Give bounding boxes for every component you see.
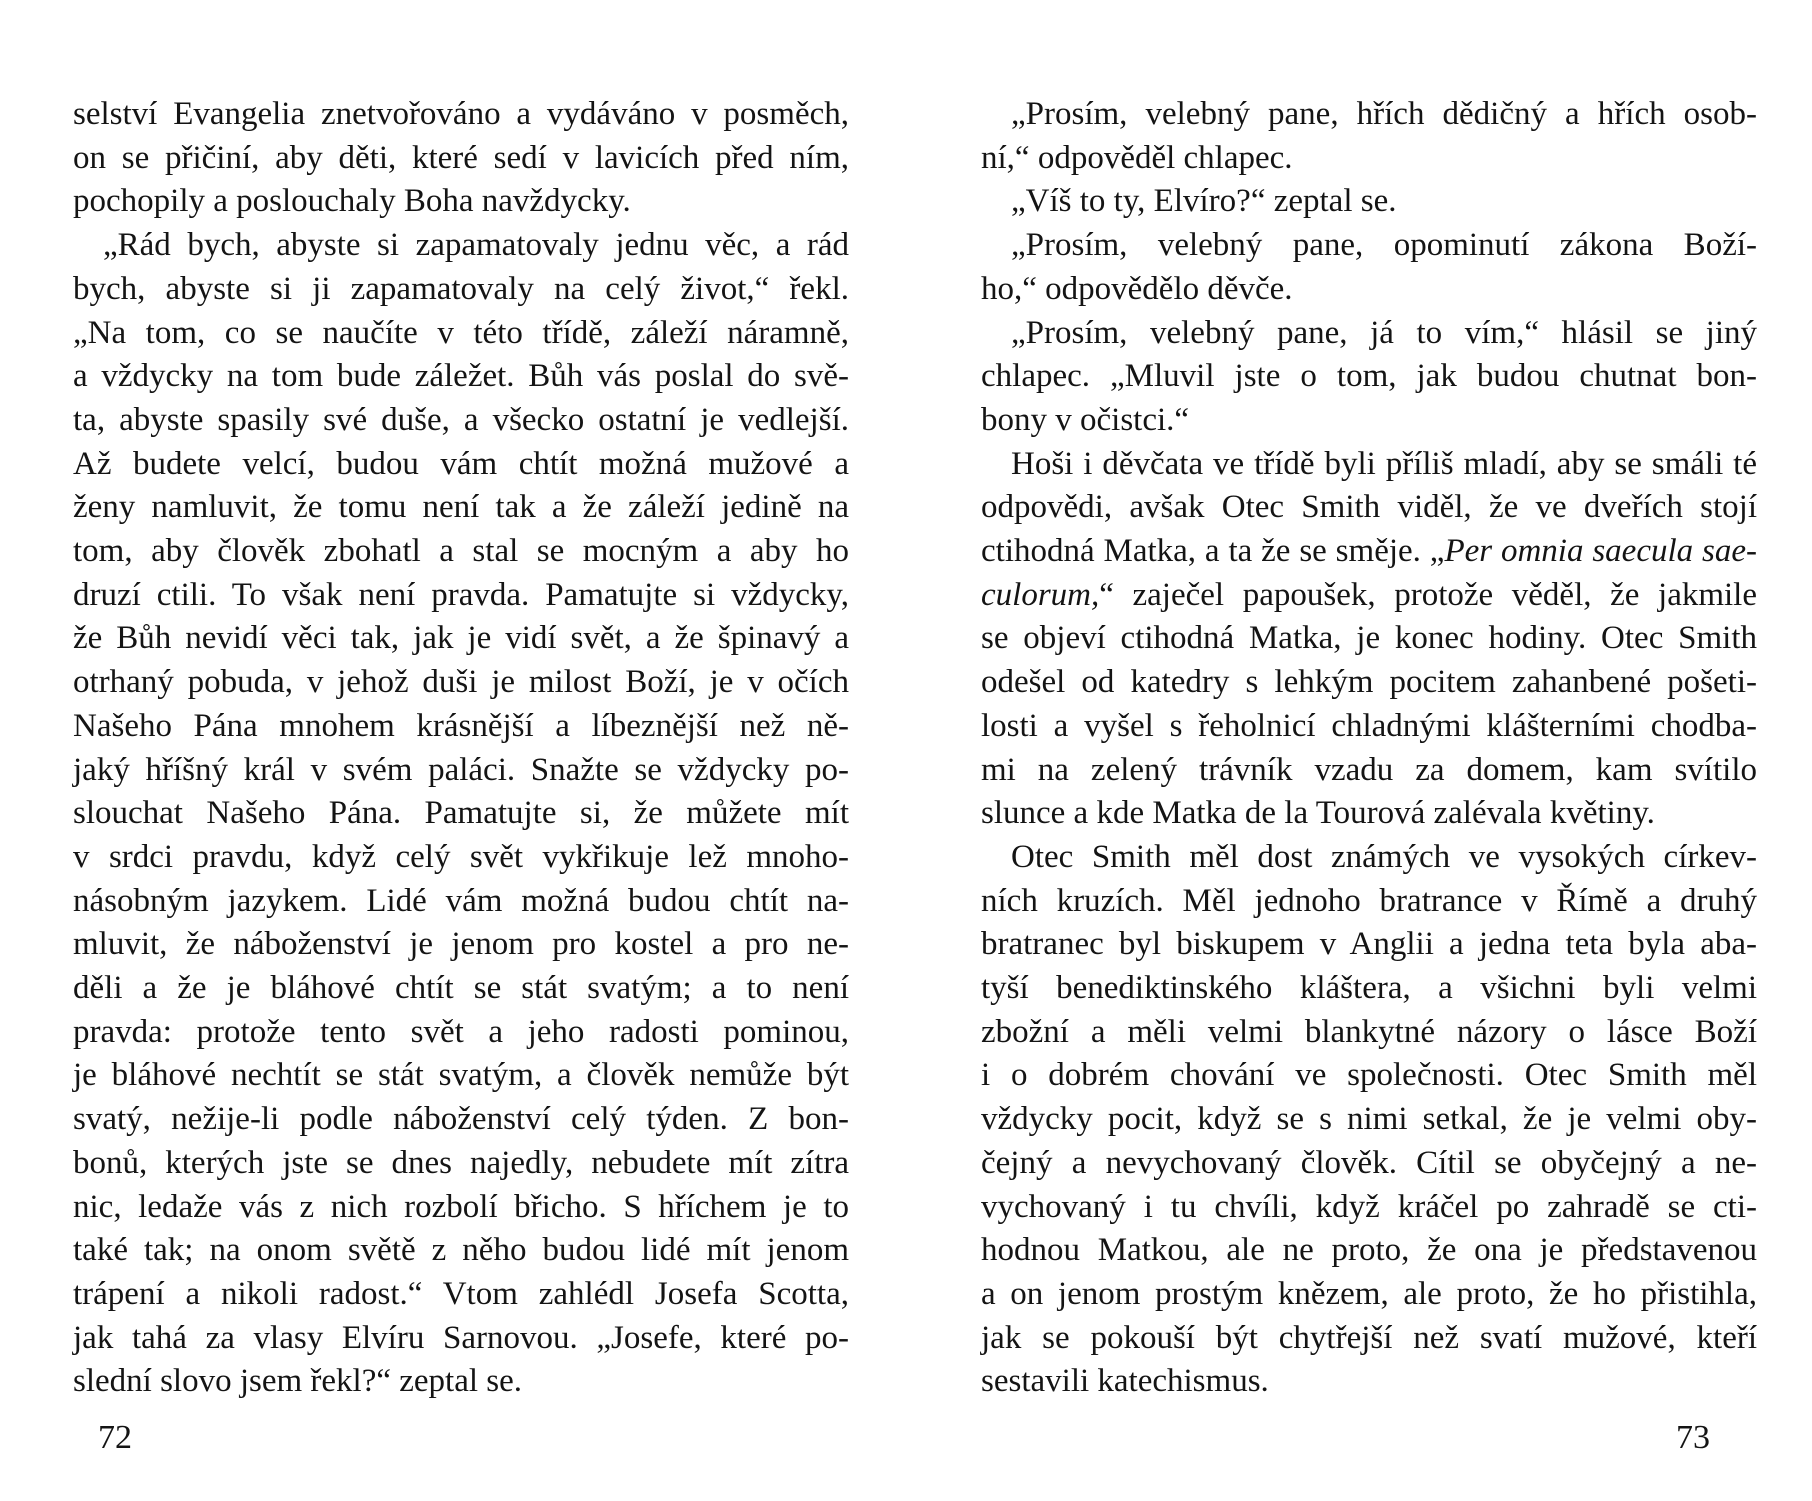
text-line: bratranec byl biskupem v Anglii a jedna teta byla aba- [981,926,1757,963]
text-line: „Víš to ty, Elvíro?“ zeptal se. [1011,183,1397,220]
text-line: bony v očistci.“ [981,401,1190,438]
text-line: slední slovo jsem řekl?“ zeptal se. [73,1363,523,1400]
text-line: „Prosím, velebný pane, opominutí zákona Boží- [1011,227,1757,264]
right-paragraph-6 [981,836,1757,1404]
right-paragraph-2 [981,180,1757,224]
text-line: Našeho Pána mnohem krásnější a líbeznější než ně- [73,707,849,744]
text-line: chlapec. „Mluvil jste o tom, jak budou chutnat bon- [981,358,1757,395]
right-page [981,93,1757,1404]
text-line: že Bůh nevidí věci tak, jak je vidí svět, a že špinavý a [73,620,849,657]
text-line: odpovědi, avšak Otec Smith viděl, že ve dveřích stojí [981,489,1757,526]
text-line: ní,“ odpověděl chlapec. [981,139,1293,176]
text-line: slouchat Našeho Pána. Pamatujte si, že můžete mít [73,795,849,832]
left-paragraph-2 [73,224,849,1404]
text-line: a on jenom prostým knězem, ale proto, že ho přistihla, [981,1275,1757,1312]
text-line: ženy namluvit, že tomu není tak a že záleží jedině na [73,489,849,526]
text-line: násobným jazykem. Lidé vám možná budou chtít na- [73,882,849,919]
text-line: „Prosím, velebný pane, já to vím,“ hlásil se jiný [1011,314,1757,351]
text-line: „Rád bych, abyste si zapamatovaly jednu věc, a rád [103,227,849,264]
text-line: pravda: protože tento svět a jeho radosti pominou, [73,1013,849,1050]
text-line: je bláhové nechtít se stát svatým, a člověk nemůže být [73,1057,849,1094]
right-paragraph-3 [981,224,1757,311]
text-line: mluvit, že náboženství je jenom pro kostel a pro ne- [73,926,849,963]
text-line: jaký hříšný král v svém paláci. Snažte se vždycky po- [73,751,849,788]
text-line: jak tahá za vlasy Elvíru Sarnovou. „Josefe, které po- [73,1319,849,1356]
text-line: otrhaný pobuda, v jehož duši je milost Boží, je v očích [73,664,849,701]
right-paragraph-5 [981,443,1757,836]
text-line: bonů, kterých jste se dnes najedly, nebudete mít zítra [73,1144,849,1181]
text-line: nic, ledaže vás z nich rozbolí břicho. S hříchem je to [73,1188,849,1225]
right-paragraph-4 [981,312,1757,443]
text-line: on se přičiní, aby děti, které sedí v lavicích před ním, [73,139,849,176]
text-line: Otec Smith měl dost známých ve vysokých církev- [1011,838,1757,875]
text-line: trápení a nikoli radost.“ Vtom zahlédl Josefa Scotta, [73,1275,849,1312]
text-line: pochopily a poslouchaly Boha navždycky. [73,183,631,220]
text-line: vždycky pocit, když se s nimi setkal, že je velmi oby- [981,1101,1757,1138]
text-line: ních kruzích. Měl jednoho bratrance v Římě a druhý [981,882,1757,919]
page-number-right: 73 [1676,1419,1710,1456]
text-line: se objeví ctihodná Matka, je konec hodiny. Otec Smith [981,620,1757,657]
text-line: slunce a kde Matka de la Tourová zalévala květiny. [981,795,1655,832]
right-paragraph-1 [981,93,1757,180]
text-line: tyší benediktinského kláštera, a všichni byli velmi [981,970,1757,1007]
text-line: vychovaný i tu chvíli, když kráčel po zahradě se cti- [981,1188,1757,1225]
text-line: mi na zelený trávník vzadu za domem, kam svítilo [981,751,1757,788]
text-line: Až budete velcí, budou vám chtít možná mužové a [73,445,849,482]
text-line: zbožní a měli velmi blankytné názory o lásce Boží [981,1013,1757,1050]
left-page [73,93,849,1404]
text-line: odešel od katedry s lehkým pocitem zahanbené pošeti- [981,664,1757,701]
text-line: a vždycky na tom bude záležet. Bůh vás poslal do svě- [73,358,849,395]
text-line: také tak; na onom světě z něho budou lidé mít jenom [73,1232,849,1269]
text-line: sestavili katechismus. [981,1363,1269,1400]
text-line: i o dobrém chování ve společnosti. Otec Smith měl [981,1057,1757,1094]
text-line: děli a že je bláhové chtít se stát svatým; a to není [73,970,849,1007]
left-paragraph-1 [73,93,849,224]
text-line: selství Evangelia znetvořováno a vydáváno v posměch, [73,96,849,132]
text-line: jak se pokouší být chytřejší než svatí mužové, kteří [981,1319,1757,1356]
text-line: v srdci pravdu, když celý svět vykřikuje lež mnoho- [73,838,849,875]
text-line: hodnou Matkou, ale ne proto, že ona je představenou [981,1232,1757,1269]
text-line: svatý, nežije-li podle náboženství celý týden. Z bon- [73,1101,849,1138]
page-number-left: 72 [98,1419,132,1456]
text-line: culorum,“ zaječel papoušek, protože věděl, že jakmile [981,576,1757,613]
text-line: tom, aby člověk zbohatl a stal se mocným a aby ho [73,533,849,570]
text-line: Hoši i děvčata ve třídě byli příliš mladí, aby se smáli té [1011,445,1757,482]
text-line: „Na tom, co se naučíte v této třídě, záleží náramně, [73,314,849,351]
text-line: čejný a nevychovaný člověk. Cítil se obyčejný a ne- [981,1144,1757,1181]
text-line: ta, abyste spasily své duše, a všecko ostatní je vedlejší. [73,401,849,438]
text-line: druzí ctili. To však není pravda. Pamatujte si vždycky, [73,576,849,613]
text-line: ho,“ odpovědělo děvče. [981,270,1293,307]
text-line: bych, abyste si ji zapamatovaly na celý život,“ řekl. [73,270,849,307]
text-line: „Prosím, velebný pane, hřích dědičný a hřích osob- [1011,96,1757,132]
text-line: losti a vyšel s řeholnicí chladnými klášterními chodba- [981,707,1757,744]
text-line: ctihodná Matka, a ta že se směje. „Per omnia saecula sae- [981,533,1757,570]
